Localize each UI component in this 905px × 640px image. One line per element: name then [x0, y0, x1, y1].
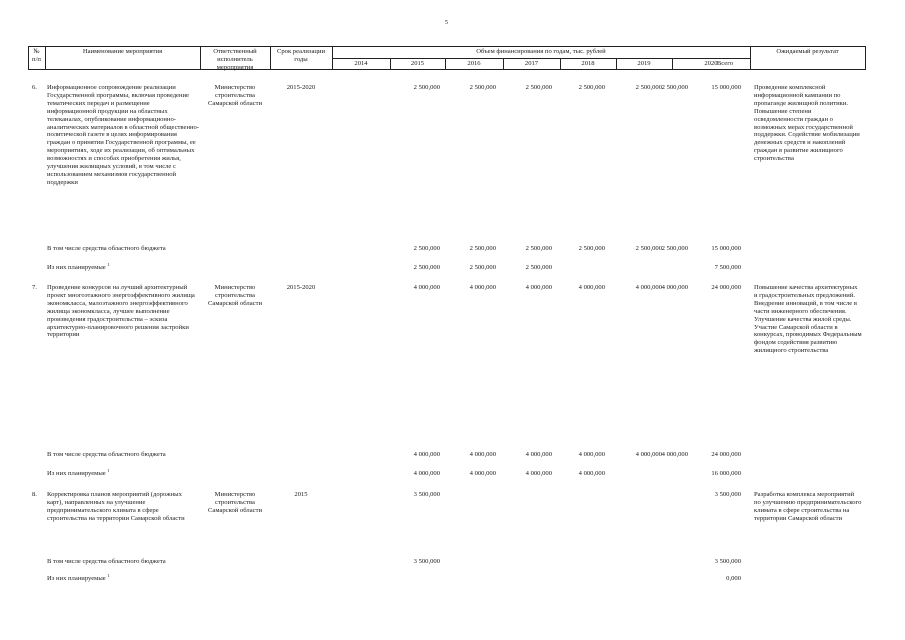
planned-value: 0,000 [726, 575, 741, 582]
budget-value: 15 000,000 [711, 245, 741, 252]
budget-label: В том числе средства областного бюджета [47, 451, 166, 458]
item-result: Проведение комплексной информационной кампании по пропаганде жилищной политики. Повышение степени осведомленности граждан о возможных мерах государственной поддержки. Содействие мобилизации денежных средств и накоплений граждан в развитие жилищного строительства [754, 84, 860, 163]
item-value: 4 000,000 [661, 284, 688, 291]
item-value: 4 000,000 [635, 284, 662, 291]
budget-value: 2 500,000 [469, 245, 496, 252]
budget-label: В том числе средства областного бюджета [47, 245, 166, 252]
planned-value: 2 500,000 [469, 264, 496, 271]
planned-label [47, 467, 197, 478]
item-value: 2 500,000 [413, 84, 440, 91]
item-value: 4 000,000 [413, 284, 440, 291]
item-value: 15 000,000 [711, 84, 741, 91]
item-result: Повышение качества архитектурных и градостроительных предложений. Внедрение инноваций, в том числе в части инженерного обеспечения. Улучшение качества жилой среды. Участие Самарской области в конкурсах, проводимых Федеральным фондом содействия развитию жилищного строительства [754, 284, 862, 355]
header-year: 2016 [467, 60, 481, 67]
item-value: 4 000,000 [578, 284, 605, 291]
item-period: 2015 [294, 491, 308, 498]
budget-value: 2 500,000 [635, 245, 662, 252]
header-year: Всего [716, 60, 734, 67]
header-name: Наименование мероприятия [82, 48, 163, 55]
header-top-border [28, 46, 865, 47]
header-bottom-border [28, 69, 865, 70]
planned-label [47, 261, 197, 272]
item-name: Проведение конкурсов на лучший архитектурный проект многоэтажного энергоэффективного жилища экономкласса, малоэтажного энергоэффективного жилища экономкласса, лучшее выполнение произведения градостроительства – эскиза архитектурно-планировочного решения застройки территории [47, 284, 195, 339]
item-value: 3 500,000 [413, 491, 440, 498]
item-period: 2015-2020 [286, 284, 316, 291]
header-year: 2020 [704, 60, 718, 67]
item-number: 7. [32, 284, 37, 291]
page-number: 5 [445, 20, 448, 26]
footnote-mark: 1 [107, 261, 110, 267]
item-executor: Министерство строительства Самарской области [208, 284, 262, 307]
budget-value: 4 000,000 [635, 451, 662, 458]
budget-value: 2 500,000 [578, 245, 605, 252]
budget-value: 4 000,000 [525, 451, 552, 458]
budget-value: 4 000,000 [413, 451, 440, 458]
planned-value: 7 500,000 [714, 264, 741, 271]
item-name: Корректировка планов мероприятий (дорожных карт), направленных на улучшение предпринимательского климата в сфере строительства на территории Самарской области [47, 491, 185, 522]
header-executor: Ответственный исполнитель мероприятия [213, 48, 257, 71]
planned-value: 4 000,000 [525, 470, 552, 477]
item-value: 2 500,000 [635, 84, 662, 91]
item-value: 2 500,000 [469, 84, 496, 91]
header-year-separator [332, 58, 750, 59]
header-result: Ожидаемый результат [776, 48, 839, 55]
item-number: 6. [32, 84, 37, 91]
header-period: Срок реализации годы [276, 48, 326, 63]
item-executor: Министерство строительства Самарской области [208, 491, 262, 514]
budget-value: 2 500,000 [413, 245, 440, 252]
item-name: Информационное сопровождение реализации Государственной программы, включая проведение тематических передач и размещение информационной продукции на областных телеканалах, опубликование информационно-аналитических материалов в областной общественно-политической газете в целях информирования граждан о принятии Государственной программы, ее мероприятиях, ходе их реализации, об оптимальных возможностях и способах приобретения жилья, улучшения жилищных условий, в том числе с использованием механизмов государственной поддержки [47, 84, 199, 186]
item-executor: Министерство строительства Самарской области [208, 84, 262, 107]
item-value: 2 500,000 [661, 84, 688, 91]
planned-label [47, 572, 197, 583]
item-result: Разработка комплекса мероприятий по улучшению предпринимательского климата в сфере строительства на территории Самарской области [754, 491, 862, 522]
item-period: 2015-2020 [286, 84, 316, 91]
footnote-mark: 1 [107, 572, 110, 578]
planned-value: 4 000,000 [578, 470, 605, 477]
header-column-border [865, 46, 866, 70]
item-value: 4 000,000 [469, 284, 496, 291]
planned-value: 2 500,000 [413, 264, 440, 271]
budget-value: 24 000,000 [711, 451, 741, 458]
planned-label-text: Из них планируемые [47, 264, 106, 271]
header-number: № п/п [32, 48, 41, 63]
budget-value: 4 000,000 [469, 451, 496, 458]
header-financing: Объем финансирования по годам, тыс. рублей [476, 48, 606, 55]
budget-label: В том числе средства областного бюджета [47, 558, 166, 565]
budget-value: 2 500,000 [525, 245, 552, 252]
budget-value: 2 500,000 [661, 245, 688, 252]
item-value: 24 000,000 [711, 284, 741, 291]
header-year: 2014 [354, 60, 368, 67]
planned-label-text: Из них планируемые [47, 575, 106, 582]
item-value: 4 000,000 [525, 284, 552, 291]
footnote-mark: 1 [107, 467, 110, 473]
budget-value: 3 500,000 [413, 558, 440, 565]
item-value: 2 500,000 [525, 84, 552, 91]
header-year: 2018 [581, 60, 595, 67]
item-number: 8. [32, 491, 37, 498]
planned-label-text: Из них планируемые [47, 470, 106, 477]
planned-value: 4 000,000 [469, 470, 496, 477]
budget-value: 3 500,000 [714, 558, 741, 565]
budget-value: 4 000,000 [661, 451, 688, 458]
item-value: 2 500,000 [578, 84, 605, 91]
budget-value: 4 000,000 [578, 451, 605, 458]
item-value: 3 500,000 [714, 491, 741, 498]
header-year: 2015 [410, 60, 425, 67]
header-year: 2017 [524, 60, 539, 67]
planned-value: 4 000,000 [413, 470, 440, 477]
planned-value: 2 500,000 [525, 264, 552, 271]
planned-value: 16 000,000 [711, 470, 741, 477]
header-year: 2019 [637, 60, 651, 67]
